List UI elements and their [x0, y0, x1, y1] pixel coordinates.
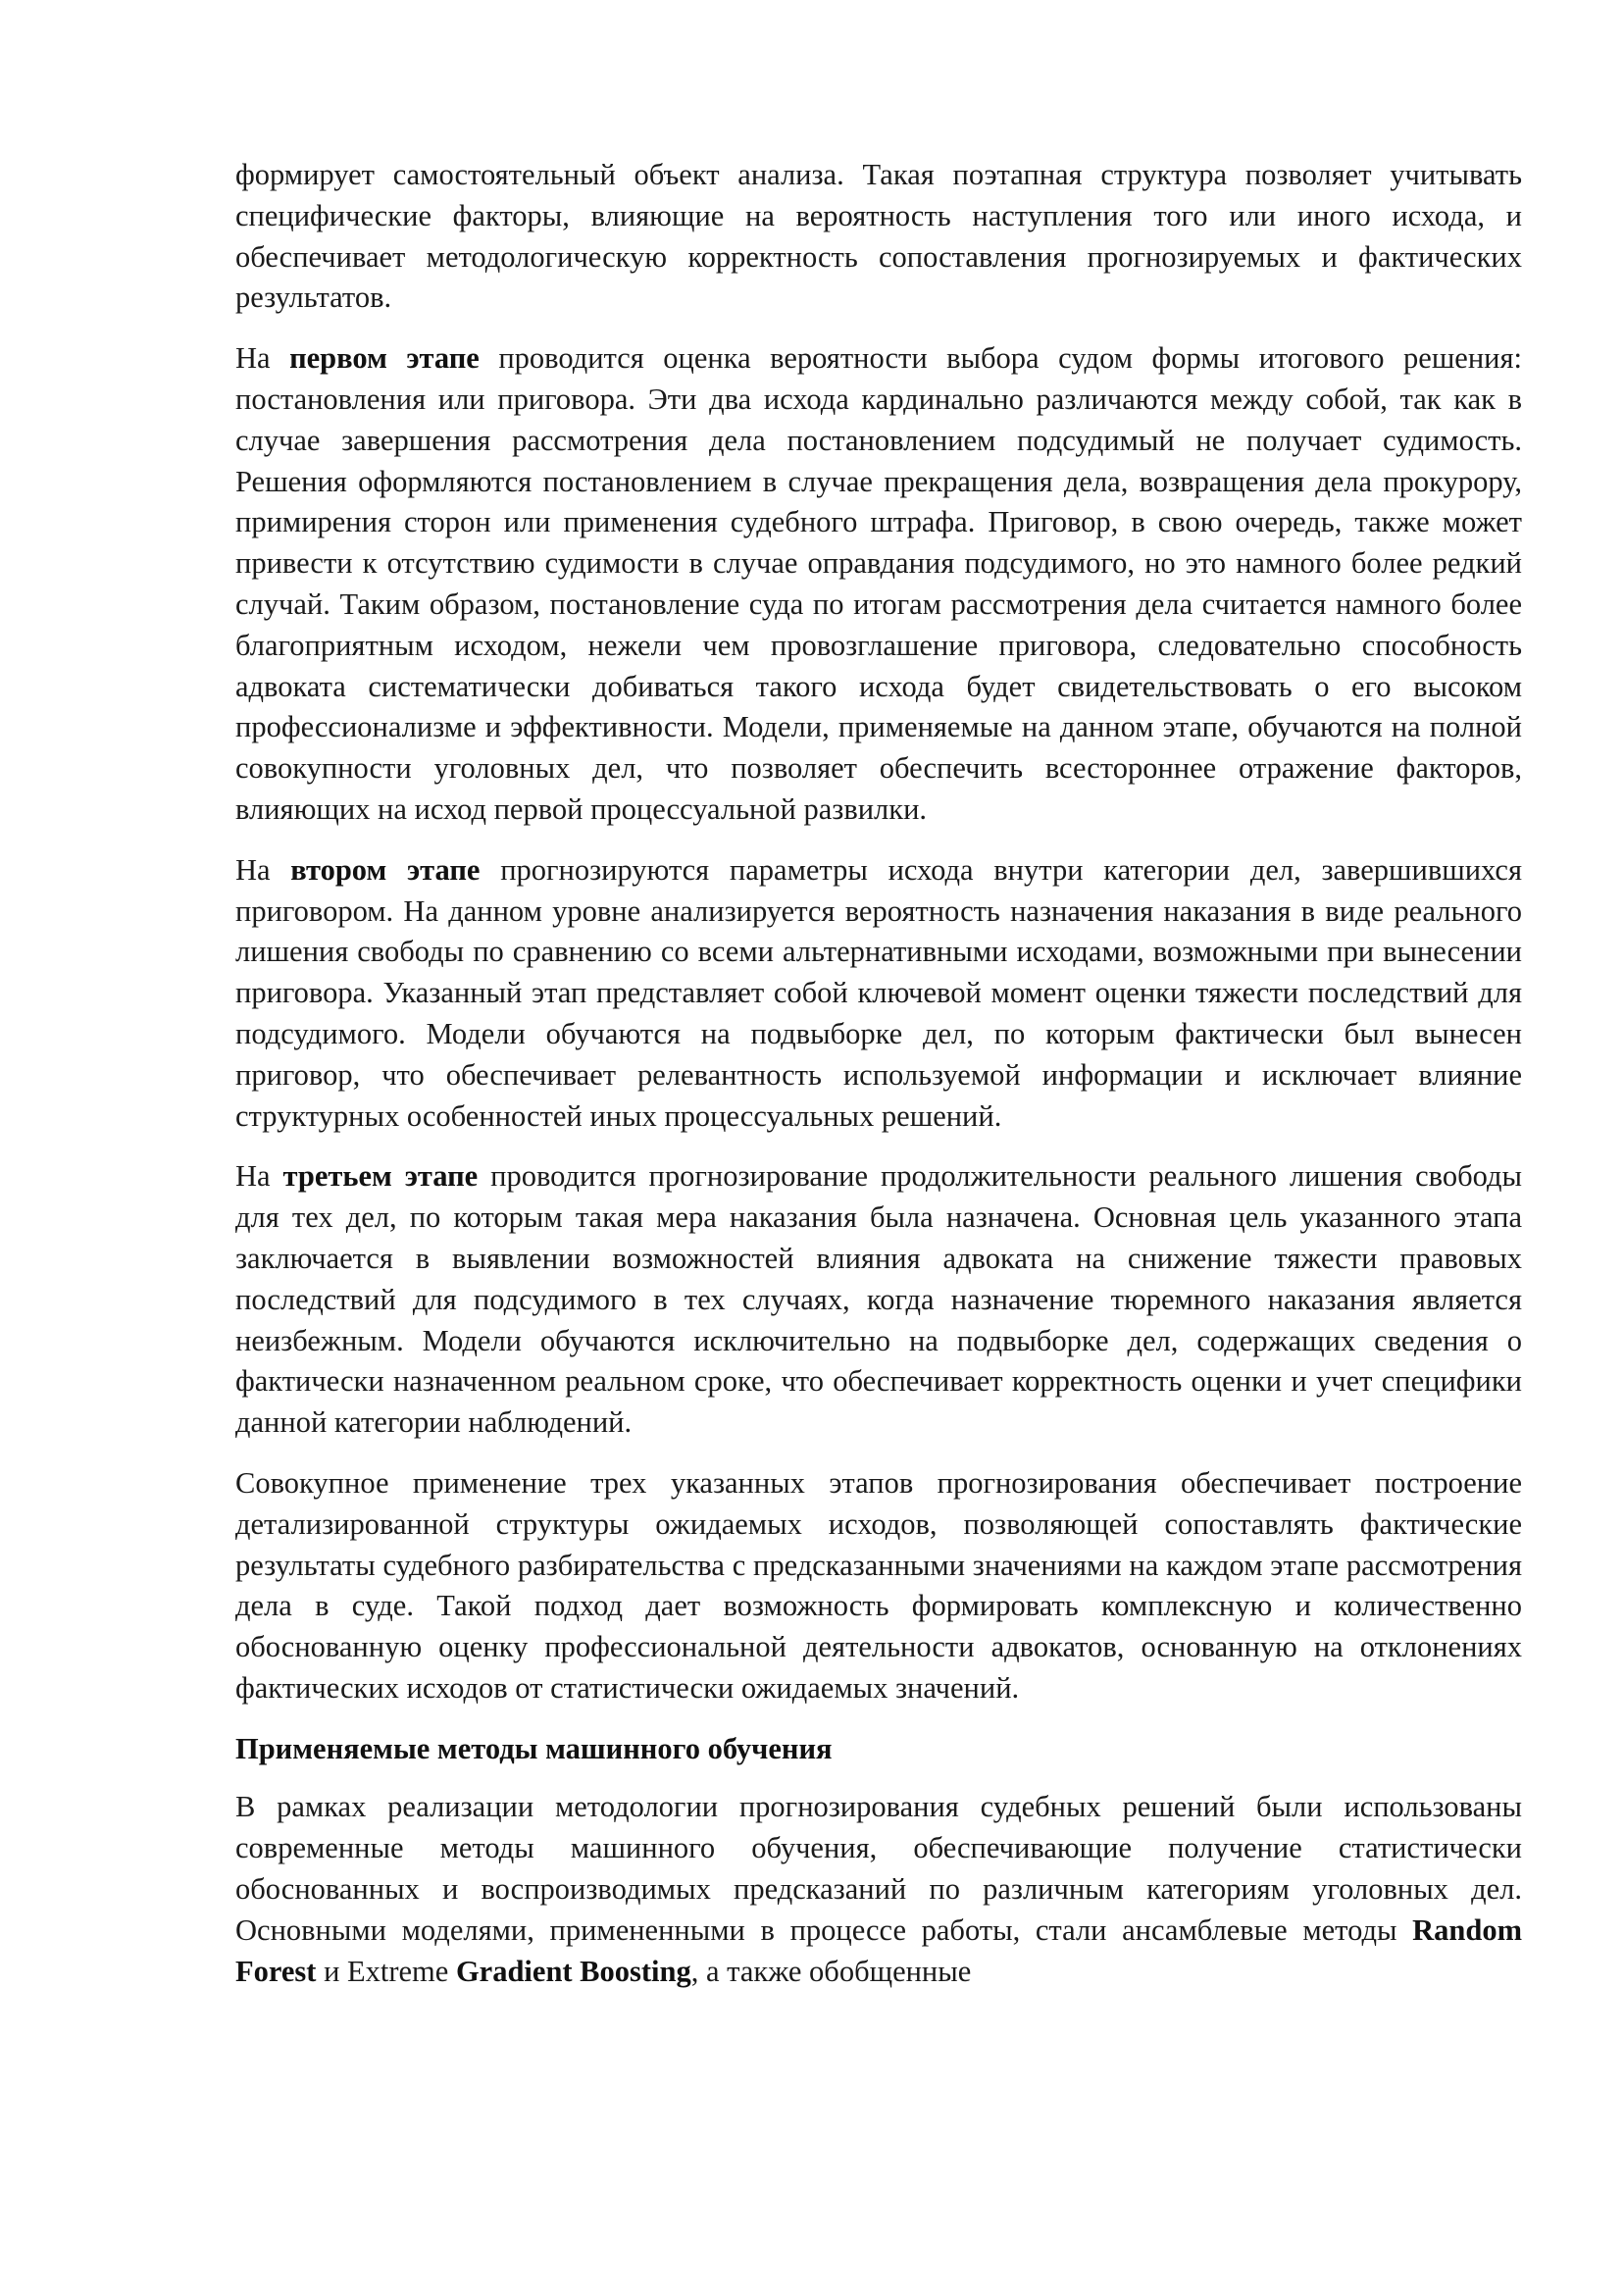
bold-term-first-stage: первом этапе — [289, 341, 480, 376]
paragraph-text: формирует самостоятельный объект анализа. Такая поэтапная структура позволяет учитывать специфические факторы, влияющие на вероятность наступления того или иного исхода, и обеспечивает методологическую корректность сопоставления прогнозируемых и фактических результатов. — [235, 158, 1522, 315]
paragraph-text: В рамках реализации методологии прогнозирования судебных решений были использованы современные методы машинного обучения, обеспечивающие получение статистически обоснованных и воспроизводимых предсказаний по различным категориям уголовных дел. Основными моделями, примененными в процессе работы, стали ансамблевые методы — [235, 1790, 1522, 1947]
bold-term-random-forest: Random Forest — [235, 1912, 1522, 1988]
paragraph-text: проводится оценка вероятности выбора судом формы итогового решения: постановления или приговора. Эти два исхода кардинально различаются между собой, так как в случае завершения рассмотрения дела постановлением подсудимый не получает судимость. Решения оформляются постановлением в случае прекращения дела, возвращения дела прокурору, примирения сторон или применения судебного штрафа. Приговор, в свою очередь, также может привести к отсутствию судимости в случае оправдания подсудимого, но это намного более редкий случай. Таким образом, постановление суда по итогам рассмотрения дела считается намного более благоприятным исходом, нежели чем провозглашение приговора, следовательно способность адвоката систематически добиваться такого исхода будет свидетельствовать о его высоком профессионализме и эффективности. Модели, применяемые на данном этапе, обучаются на полной совокупности уголовных дел, что позволяет обеспечить всестороннее отражение факторов, влияющих на исход первой процессуальной развилки. — [235, 341, 1522, 826]
paragraph-text: прогнозируются параметры исхода внутри категории дел, завершившихся приговором. На данном уровне анализируется вероятность назначения наказания в виде реального лишения свободы по сравнению со всеми альтернативными исходами, возможными при вынесении приговора. Указанный этап представляет собой ключевой момент оценки тяжести последствий для подсудимого. Модели обучаются на подвыборке дел, по которым фактически был вынесен приговор, что обеспечивает релевантность используемой информации и исключает влияние структурных особенностей иных процессуальных решений. — [235, 852, 1522, 1133]
paragraph-text: проводится прогнозирование продолжительности реального лишения свободы для тех дел, по которым такая мера наказания была назначена. Основная цель указанного этапа заключается в выявлении возможностей влияния адвоката на снижение тяжести правовых последствий для подсудимого в тех случаях, когда назначение тюремного наказания является неизбежным. Модели обучаются исключительно на подвыборке дел, содержащих сведения о фактически назначенном реальном сроке, что обеспечивает корректность оценки и учет специфики данной категории наблюдений. — [235, 1159, 1522, 1440]
bold-term-gradient-boosting: Gradient Boosting — [455, 1954, 691, 1988]
bold-term-second-stage: втором этапе — [290, 852, 481, 887]
paragraph-stage-one — [235, 338, 1522, 831]
paragraph-text: Совокупное применение трех указанных этапов прогнозирования обеспечивает построение детализированной структуры ожидаемых исходов, позволяющей сопоставлять фактические результаты судебного разбирательства с предсказанными значениями на каждом этапе рассмотрения дела в суде. Такой подход дает возможность формировать комплексную и количественно обоснованную оценку профессиональной деятельности адвокатов, основанную на отклонениях фактических исходов от статистически ожидаемых значений. — [235, 1465, 1522, 1705]
paragraph-intro-continuation — [235, 155, 1522, 319]
paragraph-stage-two — [235, 850, 1522, 1138]
paragraph-stage-three — [235, 1156, 1522, 1444]
paragraph-summary — [235, 1463, 1522, 1709]
section-heading-ml-methods: Применяемые методы машинного обучения — [235, 1731, 833, 1765]
paragraph-ml-methods — [235, 1787, 1522, 1992]
paragraph-text: На — [235, 852, 291, 887]
paragraph-text: , а также обобщенные — [690, 1954, 972, 1988]
paragraph-text: На — [235, 1159, 283, 1194]
paragraph-text: и Extreme — [316, 1954, 456, 1988]
bold-term-third-stage: третьем этапе — [282, 1159, 479, 1194]
paragraph-text: На — [235, 341, 290, 376]
document-page — [235, 155, 1522, 2012]
